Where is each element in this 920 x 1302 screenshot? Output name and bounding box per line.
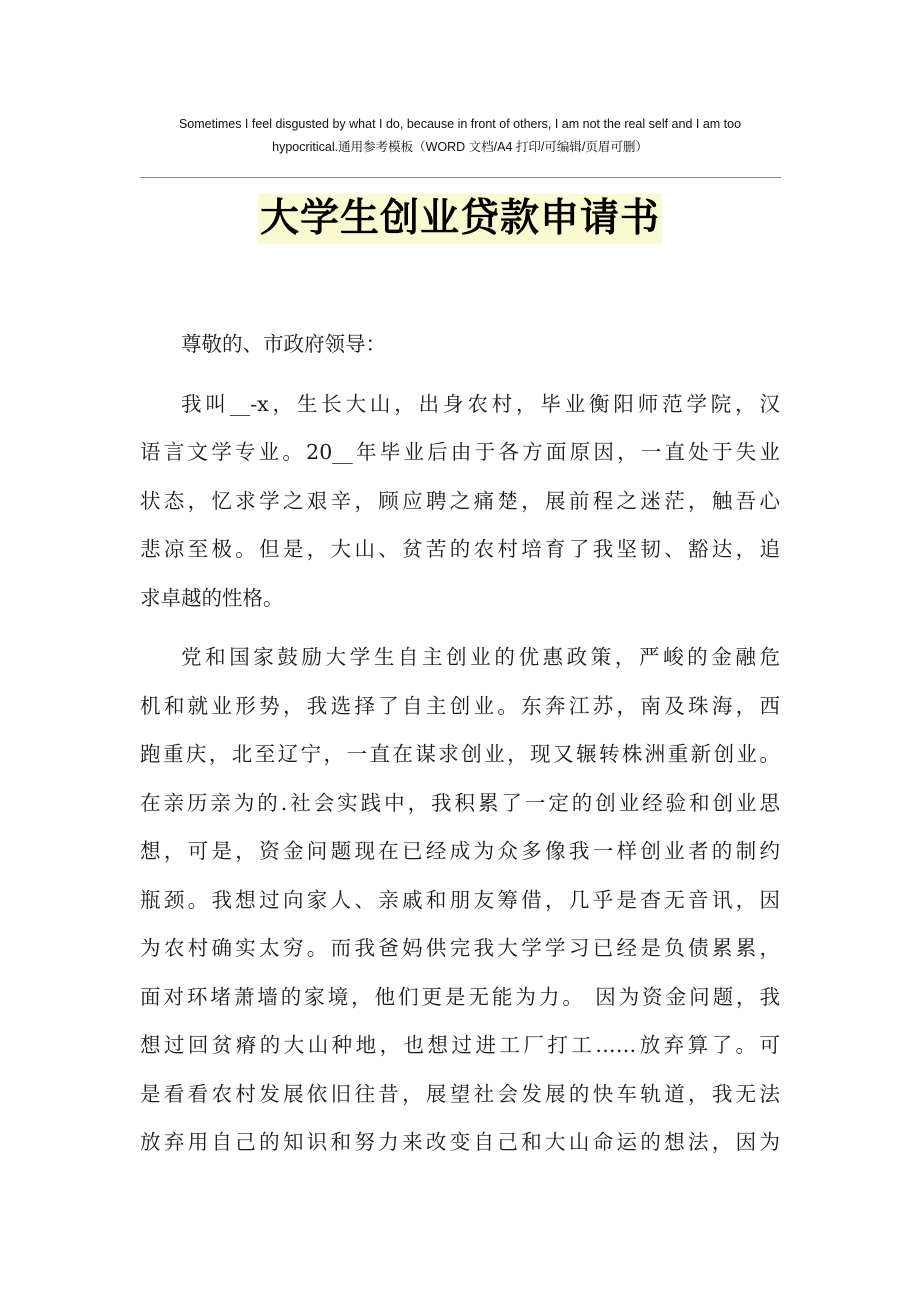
- document-title: 大学生创业贷款申请书: [258, 194, 662, 244]
- header-note-line-1: Sometimes I feel disgusted by what I do, because in front of others, I am not the real self and I am too: [178, 117, 742, 131]
- paragraph-line: 面对环堵萧墙的家境，他们更是无能为力。 因为资金问题，我: [140, 984, 780, 1009]
- paragraph-line: 想过回贫瘠的大山种地，也想过进工厂打工……放弃算了。可: [140, 1033, 780, 1057]
- document-body: [140, 320, 780, 1178]
- paragraph-line: 是看看农村发展依旧往昔，展望社会发展的快车轨道，我无法: [140, 1081, 780, 1106]
- paragraph-line: 悲凉至极。但是，大山、贫苦的农村培育了我坚韧、豁达，追: [140, 537, 780, 561]
- header-divider: [140, 177, 781, 178]
- body-paragraph-2: [140, 633, 780, 1167]
- salutation-paragraph: [140, 320, 780, 369]
- paragraph-line: 机和就业形势，我选择了自主创业。东奔江苏，南及珠海，西: [140, 693, 780, 718]
- body-paragraph-1: [140, 380, 780, 623]
- page-header-note: [140, 113, 780, 159]
- paragraph-line: 放弃用自己的知识和努力来改变自己和大山命运的想法，因为: [140, 1130, 780, 1154]
- paragraph-line: 为农村确实太穷。而我爸妈供完我大学学习已经是负债累累，: [140, 936, 780, 960]
- title-container: [0, 194, 920, 244]
- paragraph-line: 求卓越的性格。: [140, 585, 284, 610]
- paragraph-line: 语言文学专业。20__年毕业后由于各方面原因，一直处于失业: [140, 440, 780, 464]
- salutation: 尊敬的、市政府领导：: [181, 332, 386, 356]
- paragraph-line: 状态，忆求学之艰辛，顾应聘之痛楚，展前程之迷茫，触吾心: [140, 488, 780, 513]
- paragraph-line: 瓶颈。我想过向家人、亲戚和朋友筹借，几乎是杳无音讯，因: [140, 887, 780, 912]
- paragraph-line: 在亲历亲为的.社会实践中，我积累了一定的创业经验和创业思: [140, 790, 780, 815]
- paragraph-line: 想，可是，资金问题现在已经成为众多像我一样创业者的制约: [140, 839, 780, 863]
- paragraph-line: 党和国家鼓励大学生自主创业的优惠政策，严峻的金融危: [181, 645, 780, 669]
- header-note-line-2: hypocritical.通用参考模板（WORD 文档/A4 打印/可编辑/页眉可删）: [272, 140, 648, 154]
- paragraph-line: 跑重庆，北至辽宁，一直在谋求创业，现又辗转株洲重新创业。: [140, 742, 780, 766]
- paragraph-line: 我叫__-x，生长大山，出身农村，毕业衡阳师范学院，汉: [181, 391, 780, 416]
